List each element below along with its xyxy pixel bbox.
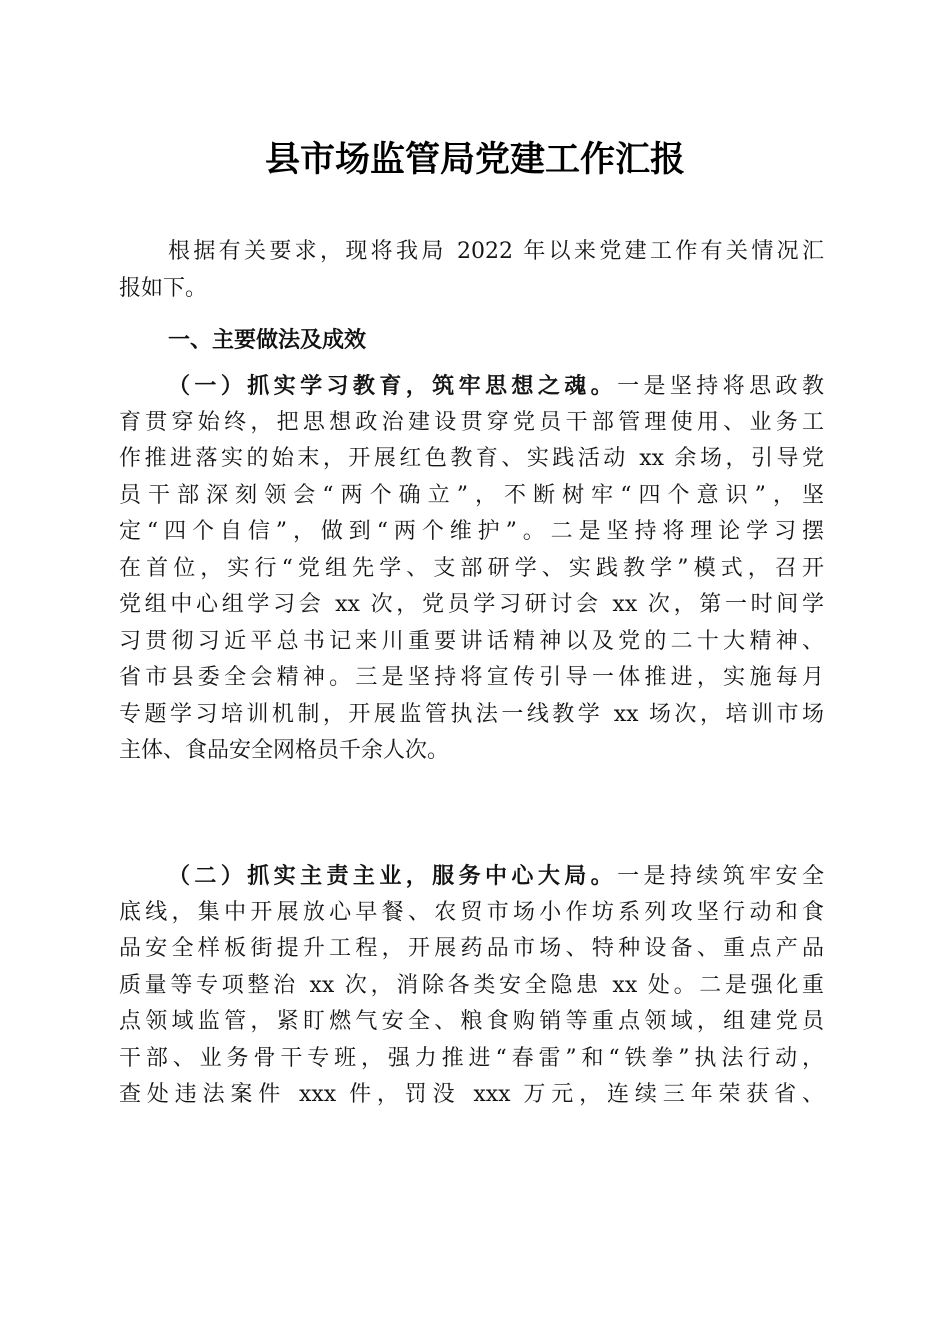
- document-title: 县市场监管局党建工作汇报: [264, 139, 685, 180]
- text-line: 主体、食品安全网格员千余人次。: [119, 738, 450, 764]
- text-line: 省市县委全会精神。三是坚持将宣传引导一体推进，实施每月: [119, 665, 824, 691]
- text-line: [119, 368, 824, 405]
- text-line: 习贯彻习近平总书记来川重要讲话精神以及党的二十大精神、: [119, 628, 824, 654]
- text-span: 一是持续筑牢安全: [617, 864, 824, 889]
- subsection-1-paragraph: [119, 368, 824, 770]
- text-line: 党组中心组学习会 xx 次，党员学习研讨会 xx 次，第一时间学: [119, 592, 824, 618]
- subsection-title: （一）抓实学习教育，筑牢思想之魂。: [168, 373, 618, 399]
- text-line: [119, 858, 824, 895]
- text-line: 育贯穿始终，把思想政治建设贯穿党员干部管理使用、业务工: [119, 409, 824, 435]
- intro-paragraph: [119, 234, 824, 307]
- text-line: 报如下。: [119, 275, 208, 301]
- section-1: [119, 323, 824, 360]
- text-line: 品安全样板街提升工程，开展药品市场、特种设备、重点产品: [119, 936, 824, 962]
- text-line: 干部、业务骨干专班，强力推进“春雷”和“铁拳”执法行动，: [119, 1045, 824, 1071]
- text-line: 专题学习培训机制，开展监管执法一线教学 xx 场次，培训市场: [119, 701, 824, 727]
- text-line: 员干部深刻领会“两个确立”，不断树牢“四个意识”，坚: [119, 482, 824, 508]
- subsection-2-paragraph: [119, 858, 824, 1114]
- text-line: 作推进落实的始末，开展红色教育、实践活动 xx 余场，引导党: [119, 446, 824, 472]
- text-line: 点领域监管，紧盯燃气安全、粮食购销等重点领域，组建党员: [119, 1009, 824, 1035]
- text-line: 在首位，实行“党组先学、支部研学、实践教学”模式，召开: [119, 555, 824, 581]
- text-line: 质量等专项整治 xx 次，消除各类安全隐患 xx 处。二是强化重: [119, 972, 824, 998]
- text-span: 一是坚持将思政教: [617, 374, 824, 399]
- text-line: 根据有关要求，现将我局 2022 年以来党建工作有关情况汇: [168, 239, 824, 264]
- text-line: 定“四个自信”，做到“两个维护”。二是坚持将理论学习摆: [119, 519, 824, 545]
- text-line: 底线，集中开展放心早餐、农贸市场小作坊系列攻坚行动和食: [119, 899, 824, 925]
- text-line: 查处违法案件 xxx 件，罚没 xxx 万元，连续三年荣获省、: [119, 1082, 824, 1108]
- subsection-title: （二）抓实主责主业，服务中心大局。: [168, 863, 618, 889]
- section-heading: 一、主要做法及成效: [168, 328, 367, 353]
